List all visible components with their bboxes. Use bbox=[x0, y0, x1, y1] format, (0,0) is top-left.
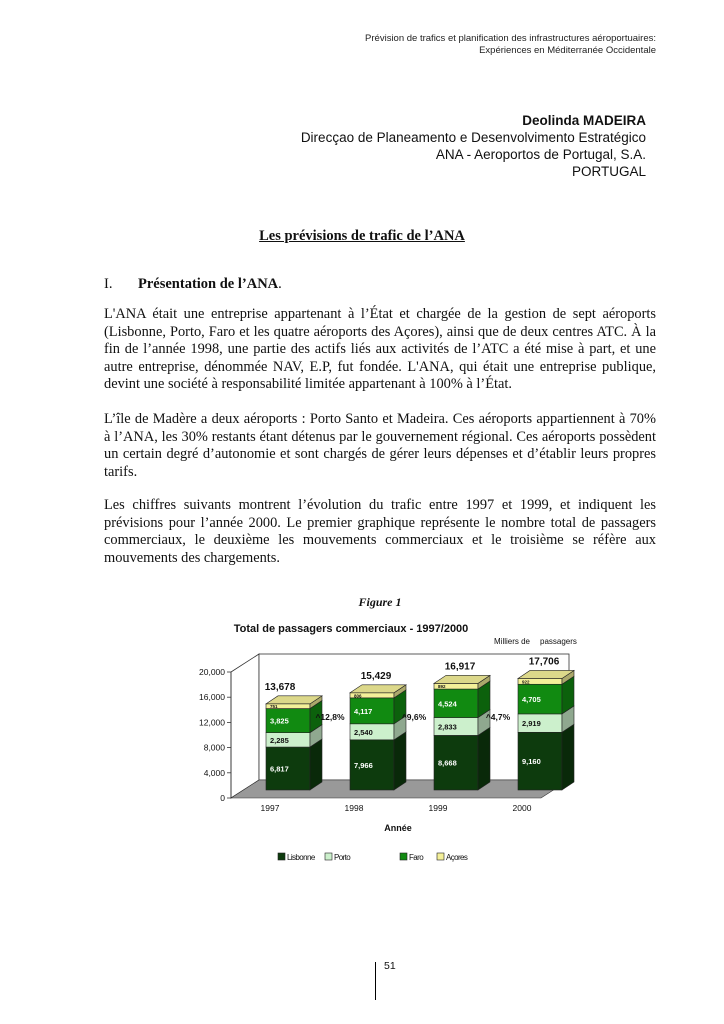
bar-value-label: 8,668 bbox=[438, 758, 457, 768]
author-organization: ANA - Aeroportos de Portugal, S.A. bbox=[435, 147, 646, 162]
bar-value-label: 922 bbox=[522, 679, 530, 685]
legend-swatch-açores bbox=[437, 853, 444, 860]
legend-label: Porto bbox=[334, 853, 351, 862]
running-header-line-1: Prévision de trafics et planification des infrastructures aéroportuaires: bbox=[365, 33, 656, 44]
legend-label: Lisbonne bbox=[287, 853, 315, 862]
y-tick-label: 20,000 bbox=[199, 667, 225, 677]
document-title: Les prévisions de trafic de l’ANA bbox=[259, 228, 465, 244]
y-tick-label: 8,000 bbox=[203, 742, 225, 753]
bar-value-label: 9,160 bbox=[522, 757, 541, 767]
page-number-rule bbox=[375, 962, 376, 1000]
growth-label: ^9,6% bbox=[401, 712, 427, 722]
bar-value-label: 2,540 bbox=[354, 727, 373, 737]
bar-value-label: 2,919 bbox=[522, 719, 541, 729]
growth-label: ^4,7% bbox=[485, 712, 511, 722]
author-department: Direcçao de Planeamento e Desenvolvimento Estratégico bbox=[300, 130, 646, 145]
chart-unit-label-2: passagers bbox=[540, 637, 577, 646]
paragraph-1: L'ANA était une entreprise appartenant à l’État et chargée de la gestion de sept aéroports (Lisbonne, Porto, Faro et les quatre aéroports des Açores), ainsi que de deux centres ATC. À la fin de l’année 1998, une partie des actifs liés aux activités de l’ATC a été mise à part, et une autre entreprise, dénommée NAV, E.P, fut fondée. L'ANA, qui était une entreprise publique, devint une société à responsabilité limitée appartenant à 100% à l’État. bbox=[104, 306, 656, 393]
y-tick-label: 0 bbox=[220, 793, 225, 803]
bar-segment-side bbox=[478, 727, 490, 790]
passengers-chart bbox=[0, 610, 724, 880]
author-block bbox=[226, 112, 646, 180]
author-country: PORTUGAL bbox=[571, 164, 646, 179]
y-tick-label: 16,000 bbox=[199, 692, 225, 703]
section-heading bbox=[104, 276, 282, 293]
paragraph-2: L’île de Madère a deux aéroports : Porto Santo et Madeira. Ces aéroports appartiennent à 70% à l’ANA, les 30% restants étant détenus par le gouvernement régional. Ces aéroports possèdent un certain degré d’autonomie et sont chargés de gérer leurs dépenses et d’établir leurs propres tarifs. bbox=[104, 411, 656, 480]
x-axis-title: Année bbox=[384, 823, 412, 833]
bar-value-label: 2,285 bbox=[270, 735, 289, 745]
bar-value-label: 3,825 bbox=[270, 716, 289, 726]
figure-caption: Figure 1 bbox=[358, 595, 402, 609]
section-title-period: . bbox=[278, 276, 282, 292]
legend-swatch-faro bbox=[400, 853, 407, 860]
chart-legend bbox=[278, 853, 468, 862]
chart-side-wall bbox=[231, 654, 259, 798]
bar-value-label: 4,117 bbox=[354, 706, 373, 716]
legend-label: Açores bbox=[446, 853, 468, 862]
bar-total-label: 13,678 bbox=[264, 681, 296, 693]
author-name: Deolinda MADEIRA bbox=[522, 113, 646, 128]
page-number: 51 bbox=[384, 960, 396, 972]
bar-total-label: 16,917 bbox=[444, 661, 476, 673]
running-header-line-2: Expériences en Méditerranée Occidentale bbox=[479, 45, 656, 56]
bar-segment-side bbox=[310, 739, 322, 790]
chart-title: Total de passagers commerciaux - 1997/2000 bbox=[233, 623, 469, 635]
bar-total-label: 17,706 bbox=[528, 656, 560, 668]
growth-label: ^12,8% bbox=[315, 712, 345, 722]
y-tick-label: 12,000 bbox=[199, 717, 225, 728]
running-header bbox=[236, 33, 656, 57]
bar-value-label: 4,524 bbox=[438, 699, 457, 709]
bar-value-label: 751 bbox=[270, 704, 278, 710]
x-tick-label: 2000 bbox=[512, 803, 532, 813]
section-number: I. bbox=[104, 276, 113, 292]
bar-value-label: 2,833 bbox=[438, 722, 457, 732]
x-axis bbox=[261, 803, 532, 813]
legend-label: Faro bbox=[409, 853, 424, 862]
bar-value-label: 6,817 bbox=[270, 764, 289, 774]
bar-total-label: 15,429 bbox=[360, 670, 392, 682]
bar-segment-side bbox=[562, 724, 574, 790]
bar-value-label: 7,966 bbox=[354, 760, 373, 770]
x-tick-label: 1999 bbox=[428, 803, 448, 813]
y-axis bbox=[199, 667, 231, 803]
bar-value-label: 806 bbox=[354, 693, 362, 699]
y-tick-label: 4,000 bbox=[203, 767, 225, 778]
bar-value-label: 892 bbox=[438, 684, 446, 690]
legend-swatch-porto bbox=[325, 853, 332, 860]
legend-swatch-lisbonne bbox=[278, 853, 285, 860]
section-title: Présentation de l’ANA bbox=[138, 276, 279, 292]
bar-segment-side bbox=[394, 732, 406, 790]
paragraph-3: Les chiffres suivants montrent l’évolution du trafic entre 1997 et 1999, et indiquent les prévisions pour l’année 2000. Le premier graphique représente le nombre total de passagers commerciaux, le deuxième les mouvements commerciaux et le troisième se réfère aux mouvements des chargements. bbox=[104, 497, 656, 566]
bar-value-label: 4,705 bbox=[522, 695, 541, 705]
x-tick-label: 1997 bbox=[260, 803, 280, 813]
chart-unit-label: Milliers de bbox=[494, 637, 531, 646]
x-tick-label: 1998 bbox=[344, 803, 364, 813]
